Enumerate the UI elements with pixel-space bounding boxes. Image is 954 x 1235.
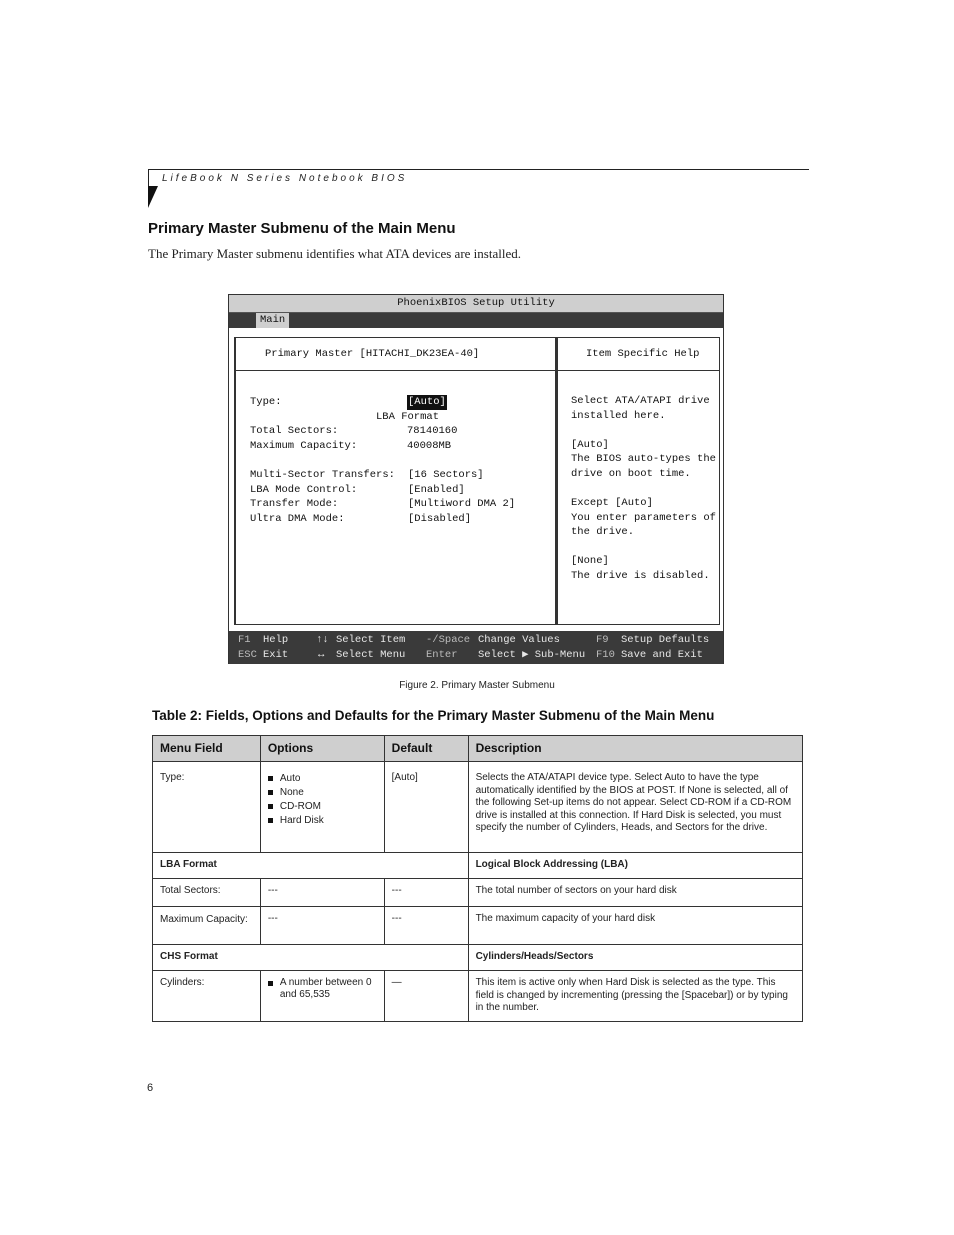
table-title: Table 2: Fields, Options and Defaults for the Primary Master Submenu of the Main Menu (152, 708, 715, 723)
bios-help-panel (556, 337, 720, 625)
section-intro: The Primary Master submenu identifies what ATA devices are installed. (148, 246, 521, 261)
table-row (153, 879, 803, 907)
bios-left-panel (234, 337, 556, 625)
table-header-menu-field: Menu Field (153, 736, 261, 762)
cell-options (260, 762, 384, 853)
option-item: Hard Disk (268, 814, 377, 828)
bios-key-legend (229, 631, 723, 664)
bios-transfer-mode-label: Transfer Mode: (250, 498, 339, 510)
running-head: LifeBook N Series Notebook BIOS (162, 173, 408, 184)
bios-total-sectors-value: 78140160 (407, 425, 458, 437)
bios-help-header-text: Item Specific Help (586, 348, 700, 360)
bios-key-leftright: ↔ (318, 648, 325, 661)
bios-type-label: Type: (250, 396, 282, 408)
bios-total-sectors-label: Total Sectors: (250, 425, 339, 437)
bios-key-space: -/Space (426, 634, 471, 646)
bios-help-line: the drive. (571, 526, 635, 538)
bios-help-line: drive on boot time. (571, 467, 691, 480)
fields-options-table (152, 735, 803, 1022)
cell-default: --- (384, 879, 468, 907)
bios-title-bar: PhoenixBIOS Setup Utility (229, 295, 723, 313)
options-list (268, 772, 377, 828)
bios-key-f1-label: Help (263, 634, 289, 646)
bios-help-line: [None] (571, 555, 609, 567)
bios-max-capacity-label: Maximum Capacity: (250, 439, 358, 452)
bios-max-capacity-value: 40008MB (407, 439, 452, 452)
bios-left-panel-header (236, 338, 555, 371)
cell-field-group: LBA Format (153, 853, 469, 879)
figure-caption: Figure 2. Primary Master Submenu (399, 680, 555, 691)
cell-description: The maximum capacity of your hard disk (468, 907, 802, 945)
header-rule (148, 169, 809, 170)
option-item: None (268, 786, 377, 800)
bios-key-leftright-label: Select Menu (336, 648, 406, 661)
bios-key-f9-label: Setup Defaults (621, 634, 710, 646)
bios-help-panel-header (558, 338, 719, 371)
cell-options: --- (260, 907, 384, 945)
bios-key-enter: Enter (426, 648, 458, 661)
bios-menu-tab-main[interactable]: Main (256, 313, 289, 328)
cell-default: --- (384, 907, 468, 945)
bios-lba-format: LBA Format (376, 410, 440, 423)
cell-field: Type: (153, 762, 261, 853)
bios-help-line: The drive is disabled. (571, 569, 710, 582)
cell-description: Selects the ATA/ATAPI device type. Select Auto to have the type automatically identified by the BIOS at POST. If None is selected, all of the following Set-up items do not appear. Select CD-ROM if a CD-ROM drive is installed at this connection. If Hard Disk is selected, you must specify the number of Cylinders, Heads, and Sectors for the drive. (468, 762, 802, 853)
cell-field: Maximum Capacity: (153, 907, 261, 945)
bios-key-esc: ESC (238, 648, 257, 661)
options-list (268, 977, 377, 1001)
table-row (153, 907, 803, 945)
bios-key-updown: ↑↓ (316, 634, 329, 646)
table-row (153, 971, 803, 1022)
cell-field-group: CHS Format (153, 945, 469, 971)
table-row (153, 945, 803, 971)
table-row (153, 853, 803, 879)
bios-help-line: installed here. (571, 409, 666, 422)
bios-help-line: [Auto] (571, 438, 609, 451)
cell-field: Cylinders: (153, 971, 261, 1022)
cell-description: Logical Block Addressing (LBA) (468, 853, 802, 879)
bios-lba-mode-label: LBA Mode Control: (250, 483, 358, 496)
bios-help-line: Except [Auto] (571, 497, 653, 509)
table-header-description: Description (468, 736, 802, 762)
option-item: A number between 0 and 65,535 (268, 977, 377, 1001)
bios-key-enter-label: Select ▶ Sub-Menu (478, 648, 586, 661)
bios-transfer-mode-value[interactable]: [Multiword DMA 2] (408, 498, 516, 510)
option-item: CD-ROM (268, 800, 377, 814)
bios-lba-mode-value[interactable]: [Enabled] (408, 483, 465, 496)
cell-options (260, 971, 384, 1022)
cell-default: — (384, 971, 468, 1022)
bios-menu-bar (229, 313, 723, 328)
section-title: Primary Master Submenu of the Main Menu (148, 220, 456, 237)
cell-description: The total number of sectors on your hard disk (468, 879, 802, 907)
bios-key-f10-label: Save and Exit (621, 648, 703, 661)
table-header-options: Options (260, 736, 384, 762)
bios-ultra-dma-label: Ultra DMA Mode: (250, 512, 345, 525)
bios-multi-sector-label: Multi-Sector Transfers: (250, 469, 395, 481)
table-header-default: Default (384, 736, 468, 762)
table-row (153, 762, 803, 853)
bios-left-header-text: Primary Master [HITACHI_DK23EA-40] (265, 348, 480, 360)
bios-help-line: You enter parameters of (571, 511, 716, 524)
page-number: 6 (147, 1082, 154, 1094)
bios-key-f10: F10 (596, 648, 615, 661)
bios-help-line: Select ATA/ATAPI drive (571, 395, 710, 407)
bios-key-f9: F9 (596, 634, 609, 646)
bios-multi-sector-value[interactable]: [16 Sectors] (408, 469, 484, 481)
cell-options: --- (260, 879, 384, 907)
bios-help-line: The BIOS auto-types the (571, 453, 716, 465)
cell-default: [Auto] (384, 762, 468, 853)
bios-type-value[interactable]: [Auto] (408, 396, 446, 408)
bios-screen (228, 294, 724, 664)
bios-key-updown-label: Select Item (336, 634, 406, 646)
bios-key-f1: F1 (238, 634, 251, 646)
table-header-row (153, 736, 803, 762)
option-item: Auto (268, 772, 377, 786)
bios-ultra-dma-value[interactable]: [Disabled] (408, 512, 472, 525)
cell-description: Cylinders/Heads/Sectors (468, 945, 802, 971)
cell-description: This item is active only when Hard Disk is selected as the type. This field is changed by incrementing (pressing the [Spacebar]) or by typing in the number. (468, 971, 802, 1022)
bios-key-space-label: Change Values (478, 634, 560, 646)
header-triangle-marker (148, 186, 158, 208)
bios-key-esc-label: Exit (263, 648, 289, 661)
cell-field: Total Sectors: (153, 879, 261, 907)
